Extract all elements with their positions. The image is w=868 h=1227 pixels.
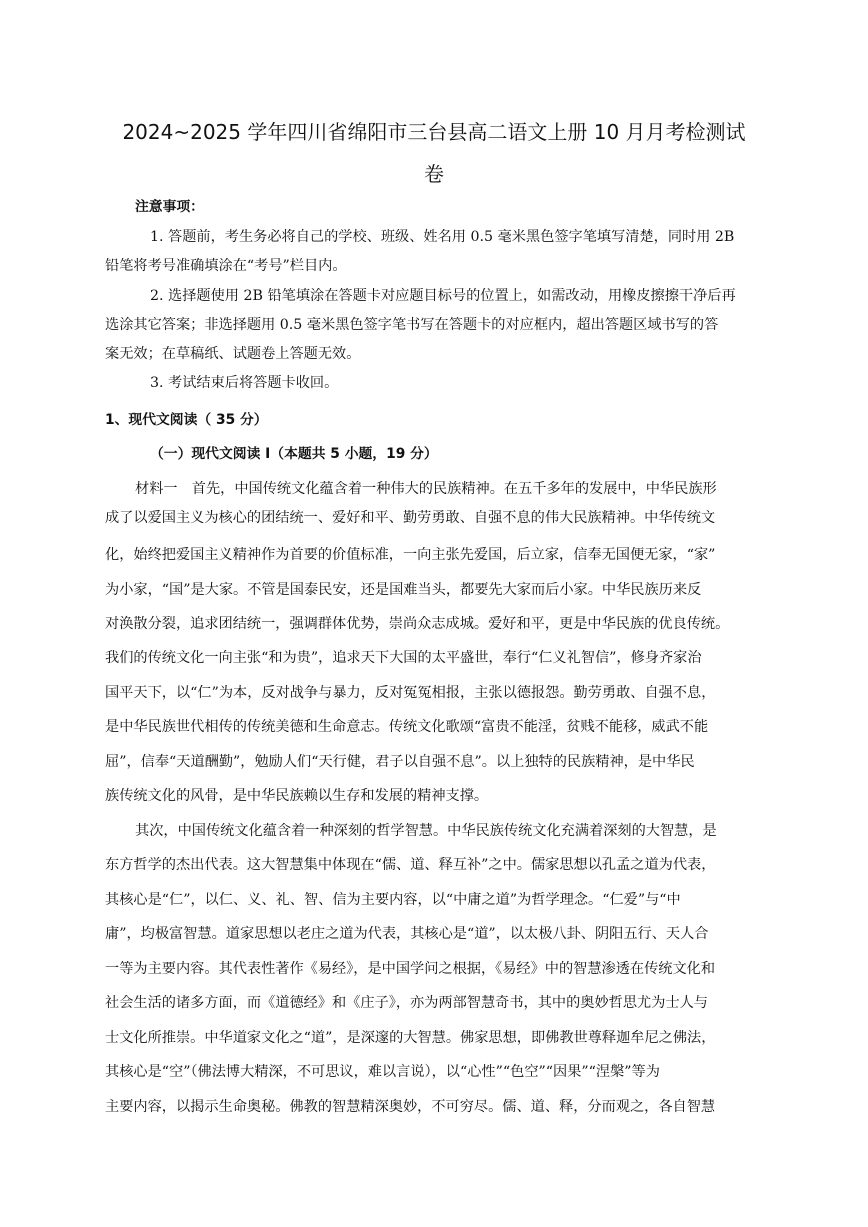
passage-line: 其次，中国传统文化蕴含着一种深刻的哲学智慧。中华民族传统文化充满着深刻的大智慧，是 xyxy=(135,823,717,839)
passage-line: 是中华民族世代相传的传统美德和生命意志。传统文化歌颂“富贵不能淫，贫贱不能移，威武不能 xyxy=(105,719,709,735)
passage-line: 材料一 首先，中国传统文化蕴含着一种伟大的民族精神。在五千多年的发展中，中华民族形 xyxy=(135,481,717,497)
notice-line: 3. 考试结束后将答题卡收回。 xyxy=(150,375,339,391)
passage-line: 一等为主要内容。其代表性著作《易经》，是中国学问之根据，《易经》中的智慧渗透在传统文化和 xyxy=(105,961,716,977)
passage-line: 成了以爱国主义为核心的团结统一、爱好和平、勤劳勇敢、自强不息的伟大民族精神。中华传统文 xyxy=(105,510,716,526)
passage-line: 庸”，均极富智慧。道家思想以老庄之道为代表，其核心是“道”，以太极八卦、阴阳五行、天人合 xyxy=(105,926,709,942)
passage-line: 国平天下，以“仁”为本，反对战争与暴力，反对冤冤相报，主张以德报怨。勤劳勇敢、自强不息， xyxy=(105,685,716,701)
document-title-line-1: 2024~2025 学年四川省绵阳市三台县高二语文上册 10 月月考检测试 xyxy=(122,120,746,144)
passage-line: 其核心是“空”（佛法博大精深，不可思议，难以言说），以“心性”“色空”“因果”“涅槃”等为 xyxy=(105,1064,660,1080)
passage-line: 我们的传统文化一向主张“和为贵”，追求天下大国的太平盛世，奉行“仁义礼智信”，修身齐家治 xyxy=(105,650,702,666)
notice-line: 铅笔将考号准确填涂在“考号”栏目内。 xyxy=(105,258,347,274)
passage-line: 士文化所推崇。中华道家文化之“道”，是深邃的大智慧。佛家思想，即佛教世尊释迦牟尼之佛法， xyxy=(105,1030,716,1046)
notice-line: 2. 选择题使用 2B 铅笔填涂在答题卡对应题目标号的位置上，如需改动，用橡皮擦擦干净后再 xyxy=(150,288,736,304)
passage-line: 族传统文化的风骨，是中华民族赖以生存和发展的精神支撑。 xyxy=(105,788,489,804)
notice-line: 1. 答题前，考生务必将自己的学校、班级、姓名用 0.5 毫米黑色签字笔填写清楚，同时用 2B xyxy=(150,229,735,245)
passage-line: 东方哲学的杰出代表。这大智慧集中体现在“儒、道、释互补”之中。儒家思想以孔孟之道为代表， xyxy=(105,857,716,873)
passage-line: 化，始终把爱国主义精神作为首要的价值标准，一向主张先爱国，后立家，信奉无国便无家，“家” xyxy=(105,547,716,563)
notice-line: 选涂其它答案；非选择题用 0.5 毫米黑色签字笔书写在答题卡的对应框内，超出答题区域书写的答 xyxy=(105,317,719,333)
passage-line: 屈”，信奉“天道酬勤”，勉励人们“天行健，君子以自强不息”。以上独特的民族精神，是中华民 xyxy=(105,754,695,770)
section-subheading: （一）现代文阅读 I（本题共 5 小题，19 分） xyxy=(150,446,438,462)
passage-line: 为小家，“国”是大家。不管是国泰民安，还是国难当头，都要先大家而后小家。中华民族历来反 xyxy=(105,582,702,598)
passage-line: 对涣散分裂，追求团结统一，强调群体优势，崇尚众志成城。爱好和平，更是中华民族的优良传统。 xyxy=(105,616,730,632)
passage-line: 社会生活的诸多方面，而《道德经》和《庄子》，亦为两部智慧奇书，其中的奥妙哲思尤为士人与 xyxy=(105,995,708,1011)
section-heading: 1、现代文阅读（ 35 分） xyxy=(105,412,268,428)
passage-line: 其核心是“仁”，以仁、义、礼、智、信为主要内容，以“中庸之道”为哲学理念。“仁爱”与“中 xyxy=(105,892,681,908)
notice-line: 案无效；在草稿纸、试题卷上答题无效。 xyxy=(105,346,361,362)
notice-heading: 注意事项： xyxy=(135,199,204,215)
passage-line: 主要内容，以揭示生命奥秘。佛教的智慧精深奥妙，不可穷尽。儒、道、释，分而观之，各自智慧 xyxy=(105,1099,716,1115)
document-title-line-2: 卷 xyxy=(424,162,444,186)
